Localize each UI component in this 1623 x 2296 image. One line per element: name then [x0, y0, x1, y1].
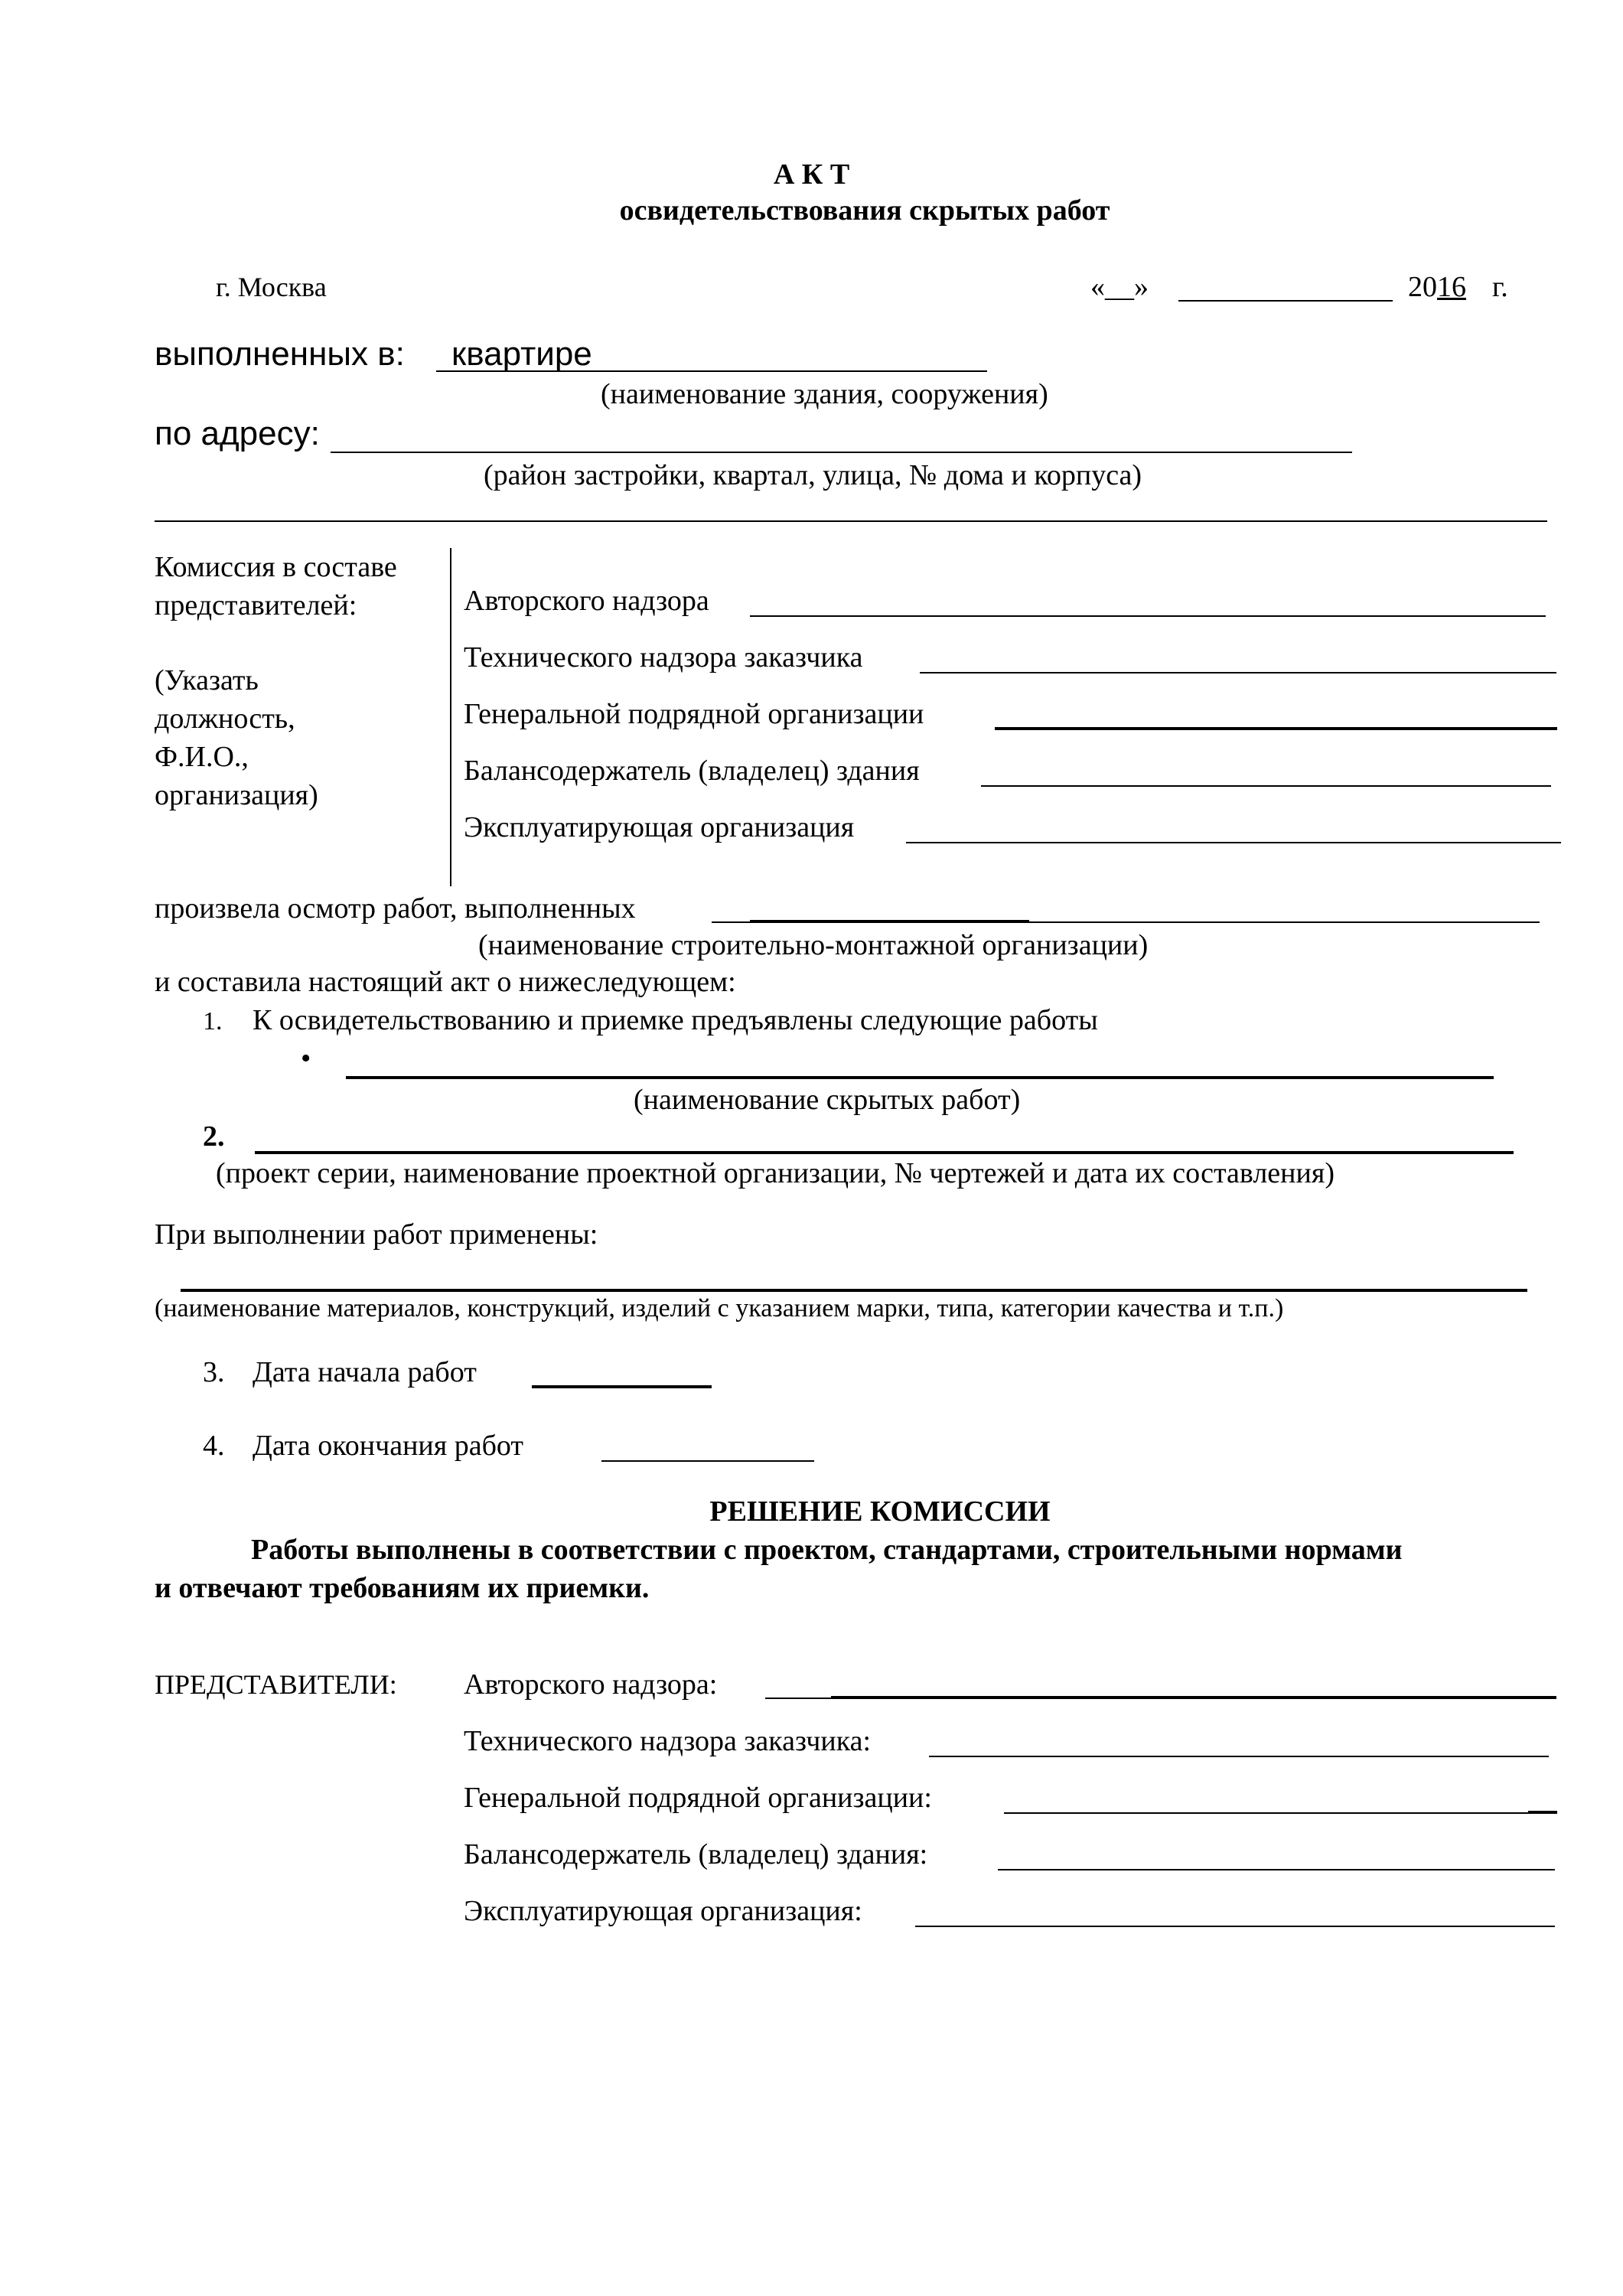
commission-hint-2: должность, — [155, 703, 295, 735]
representative-field[interactable] — [929, 1756, 1549, 1757]
year-suffix: 16 — [1437, 271, 1466, 303]
year-prefix: 20 — [1408, 271, 1437, 303]
representative: Авторского надзора: — [464, 1668, 718, 1701]
commission-divider — [450, 548, 451, 886]
end-date-label: Дата окончания работ — [253, 1430, 524, 1462]
end-date-field[interactable] — [601, 1460, 814, 1462]
object-label: выполненных в: — [155, 335, 405, 373]
object-caption: (наименование здания, сооружения) — [601, 378, 1048, 410]
commission-member-field[interactable] — [920, 672, 1556, 673]
commission-label-2: представителей: — [155, 589, 357, 621]
commission-member: Авторского надзора — [464, 585, 709, 617]
address-line-2[interactable] — [155, 520, 1547, 522]
inspection-text: произвела осмотр работ, выполненных — [155, 892, 636, 925]
act-title: А К Т — [773, 158, 850, 191]
start-date-label: Дата начала работ — [253, 1356, 477, 1388]
commission-member: Эксплуатирующая организация — [464, 811, 855, 843]
decision-text-2: и отвечают требованиям их приемки. — [155, 1572, 650, 1604]
bullet-icon: • — [301, 1042, 311, 1075]
item-3-number: 3. — [203, 1356, 225, 1388]
address-field[interactable] — [331, 452, 1352, 453]
item-4-number: 4. — [203, 1430, 225, 1462]
materials-caption: (наименование материалов, конструкций, изделий с указанием марки, типа, категории качества и т.п.) — [155, 1294, 1284, 1322]
date-year — [1408, 269, 1466, 305]
commission-member: Балансодержатель (владелец) здания — [464, 755, 920, 787]
item-1-text: К освидетельствованию и приемке предъявлены следующие работы — [253, 1004, 1098, 1036]
representative: Балансодержатель (владелец) здания: — [464, 1838, 928, 1870]
act-text: и составила настоящий акт о нижеследующем: — [155, 966, 736, 998]
address-caption: (район застройки, квартал, улица, № дома и корпуса) — [484, 459, 1142, 491]
decision-text-1: Работы выполнены в соответствии с проектом, стандартами, строительными нормами — [251, 1534, 1403, 1566]
commission-label-1: Комиссия в составе — [155, 551, 397, 583]
hidden-works-caption: (наименование скрытых работ) — [634, 1084, 1021, 1116]
commission-member-field[interactable] — [995, 727, 1557, 730]
commission-hint-1: (Указать — [155, 664, 259, 696]
representative: Эксплуатирующая организация: — [464, 1895, 862, 1927]
representatives-label: ПРЕДСТАВИТЕЛИ: — [155, 1669, 397, 1700]
representative: Генеральной подрядной организации: — [464, 1782, 932, 1814]
city: г. Москва — [216, 272, 327, 302]
item-2-number: 2. — [203, 1120, 225, 1153]
date-day: «__» — [1090, 271, 1149, 303]
materials-label: При выполнении работ применены: — [155, 1218, 598, 1251]
commission-member-field[interactable] — [981, 785, 1551, 787]
commission-member: Технического надзора заказчика — [464, 641, 863, 673]
contractor-caption: (наименование строительно-монтажной организации) — [478, 929, 1149, 961]
representative: Технического надзора заказчика: — [464, 1725, 872, 1757]
commission-hint-4: организация) — [155, 779, 318, 811]
representative-field[interactable] — [998, 1869, 1555, 1870]
hidden-works-field[interactable] — [346, 1076, 1494, 1079]
project-caption: (проект серии, наименование проектной организации, № чертежей и дата их составления) — [216, 1157, 1335, 1189]
representative-field-end — [1528, 1811, 1557, 1814]
representative-field[interactable] — [915, 1926, 1555, 1927]
address-label: по адресу: — [155, 415, 320, 452]
commission-member-field[interactable] — [906, 842, 1561, 843]
date-month-field[interactable] — [1178, 300, 1393, 302]
object-value: квартире — [451, 335, 592, 373]
start-date-field[interactable] — [532, 1385, 712, 1388]
representative-field[interactable] — [765, 1698, 831, 1699]
item-1-number: 1. — [203, 1007, 223, 1035]
commission-member-field[interactable] — [750, 615, 1546, 617]
representative-field[interactable] — [831, 1696, 1556, 1699]
project-field[interactable] — [255, 1151, 1514, 1154]
contractor-field-bold — [750, 920, 1029, 923]
decision-heading: РЕШЕНИЕ КОМИССИИ — [709, 1495, 1051, 1528]
commission-hint-3: Ф.И.О., — [155, 741, 249, 773]
year-unit: г. — [1492, 271, 1508, 303]
representative-field[interactable] — [1004, 1812, 1528, 1814]
materials-field[interactable] — [181, 1289, 1527, 1292]
commission-member: Генеральной подрядной организации — [464, 698, 924, 730]
act-subtitle: освидетельствования скрытых работ — [619, 194, 1110, 227]
